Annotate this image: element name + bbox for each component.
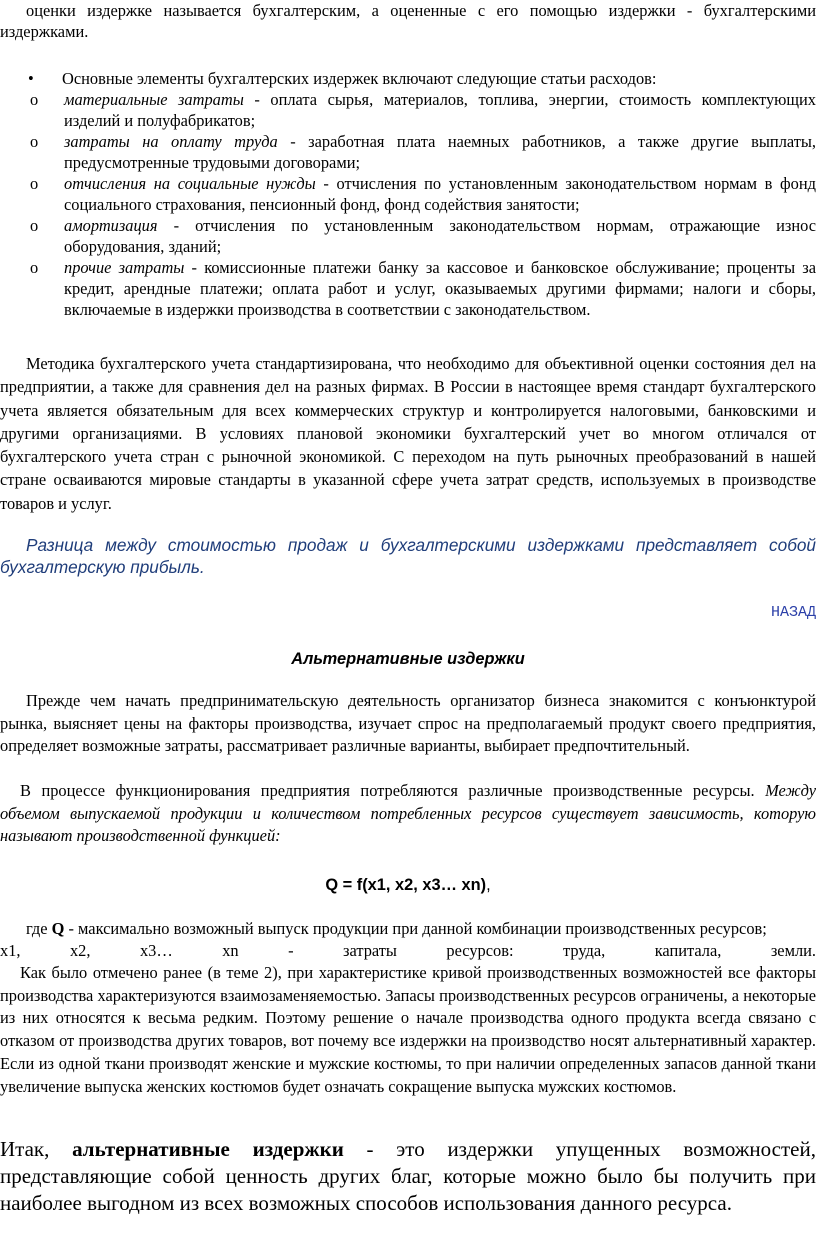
conclusion-text: - это издержки упущенных возможностей, представляющие собой ценность других благ, которые можно было бы получить при наиболее выгодном из всех возможных способов использования данного ресурса.: [0, 1137, 816, 1215]
list-item-term: затраты на оплату труда: [64, 132, 278, 151]
entrepreneur-paragraph: Прежде чем начать предпринимательскую деятельность организатор бизнеса знакомится с конъюнктурой рынка, выясняет цены на факторы производства, изучает спрос на предполагаемый продукт своего предприятия, определяет возможные затраты, рассматривает различные варианты, выбирает предпочтительный.: [0, 691, 816, 756]
production-function-definition: Между объемом выпускаемой продукции и количеством потребленных ресурсов существует зависимость, которую называют производственной функцией:: [0, 781, 816, 846]
list-item-term: материальные затраты: [64, 90, 244, 109]
list-item-term: амортизация: [64, 216, 158, 235]
methodology-paragraph: Методика бухгалтерского учета стандартизирована, что необходимо для объективной оценки состояния дел на предприятии, а также для сравнения дел на разных фирмах. В России в настоящее время стандарт бухгалтерского учета является обязательным для всех коммерческих структур и контролируется налоговыми, банковскими и другими организациями. В условиях плановой экономики бухгалтерский учет во многом отличался от бухгалтерского учета стран с рыночной экономикой. С переходом на путь рыночных преобразований в нашей стране осваиваются мировые стандарты в указанной сфере учета затрат средств, используемых в производстве товаров и услуг.: [0, 354, 816, 513]
circle-bullet-icon: o: [30, 174, 39, 193]
profit-definition: Разница между стоимостью продаж и бухгалтерскими издержками представляет собой бухгалтерскую прибыль.: [0, 535, 816, 577]
formula-legend-line1: [0, 918, 816, 941]
list-item-text: - отчисления по установленным законодательством нормам, отражающие износ оборудования, зданий;: [64, 216, 816, 256]
back-link[interactable]: НАЗАД: [770, 604, 816, 621]
intro-paragraph: оценки издержке называется бухгалтерским, а оцененные с его помощью издержки - бухгалтерскими издержками.: [0, 1, 816, 41]
formula-expression: Q = f(x1, x2, x3… xn): [325, 876, 487, 894]
formula-legend-line2: x1, x2, x3… xn - затраты ресурсов: труда, капитала, земли.: [0, 941, 816, 960]
cost-elements-list: [0, 68, 816, 320]
production-function-paragraph: [0, 780, 816, 848]
section-title: Альтернативные издержки: [291, 650, 525, 668]
cost-elements-sublist: [0, 89, 816, 320]
list-item-text: - оплата сырья, материалов, топлива, энергии, стоимость комплектующих изделий и полуфабрикатов;: [64, 90, 816, 130]
list-item: [0, 257, 816, 320]
formula-suffix: ,: [486, 876, 491, 894]
list-item: [0, 89, 816, 131]
circle-bullet-icon: o: [30, 216, 39, 235]
cost-elements-heading: Основные элементы бухгалтерских издержек включают следующие статьи расходов:: [62, 69, 657, 88]
opportunity-cost-definition: [0, 1136, 816, 1217]
production-function-intro: В процессе функционирования предприятия потребляются различные производственные ресурсы.: [20, 781, 766, 800]
conclusion-lead: Итак,: [0, 1137, 73, 1161]
list-item: [0, 131, 816, 173]
list-item-text: - отчисления по установленным законодательством нормам в фонд социального страхования, пенсионный фонд, фонд содействия занятости;: [64, 174, 816, 214]
legend-lead: где: [26, 919, 52, 938]
list-item-text: - комиссионные платежи банку за кассовое и банковское обслуживание; проценты за кредит, арендные платежи; оплата работ и услуг, оказываемых другими фирмами; налоги и сборы, включаемые в издержки производства в соответствии с законодательством.: [64, 258, 816, 319]
circle-bullet-icon: o: [30, 90, 39, 109]
list-item: [0, 215, 816, 257]
list-item-term: отчисления на социальные нужды: [64, 174, 316, 193]
alternative-nature-paragraph: Как было отмечено ранее (в теме 2), при характеристике кривой производственных возможностей все факторы производства характеризуются взаимозаменяемостью. Запасы производственных ресурсов ограничены, а некоторые из них относятся к весьма редким. Поэтому решение о начале производства одного продукта всегда связано с отказом от производства других товаров, вот почему все издержки на производство носят альтернативный характер. Если из одной ткани производят женские и мужские костюмы, то при наличии определенных запасов данной ткани увеличение выпуска женских костюмов будет означать сокращение выпуска мужских костюмов.: [0, 963, 816, 1096]
bullet-icon: •: [28, 69, 34, 88]
conclusion-term: альтернативные издержки: [72, 1137, 344, 1161]
legend-symbol: Q: [51, 919, 65, 938]
legend-text: - максимально возможный выпуск продукции при данной комбинации производственных ресурсов;: [64, 919, 767, 938]
cost-elements-bullet: [0, 68, 816, 320]
list-item: [0, 173, 816, 215]
circle-bullet-icon: o: [30, 258, 39, 277]
production-function-formula: [0, 874, 816, 896]
list-item-term: прочие затраты: [64, 258, 185, 277]
list-item-text: - заработная плата наемных работников, а также другие выплаты, предусмотренные трудовыми договорами;: [64, 132, 816, 172]
circle-bullet-icon: o: [30, 132, 39, 151]
